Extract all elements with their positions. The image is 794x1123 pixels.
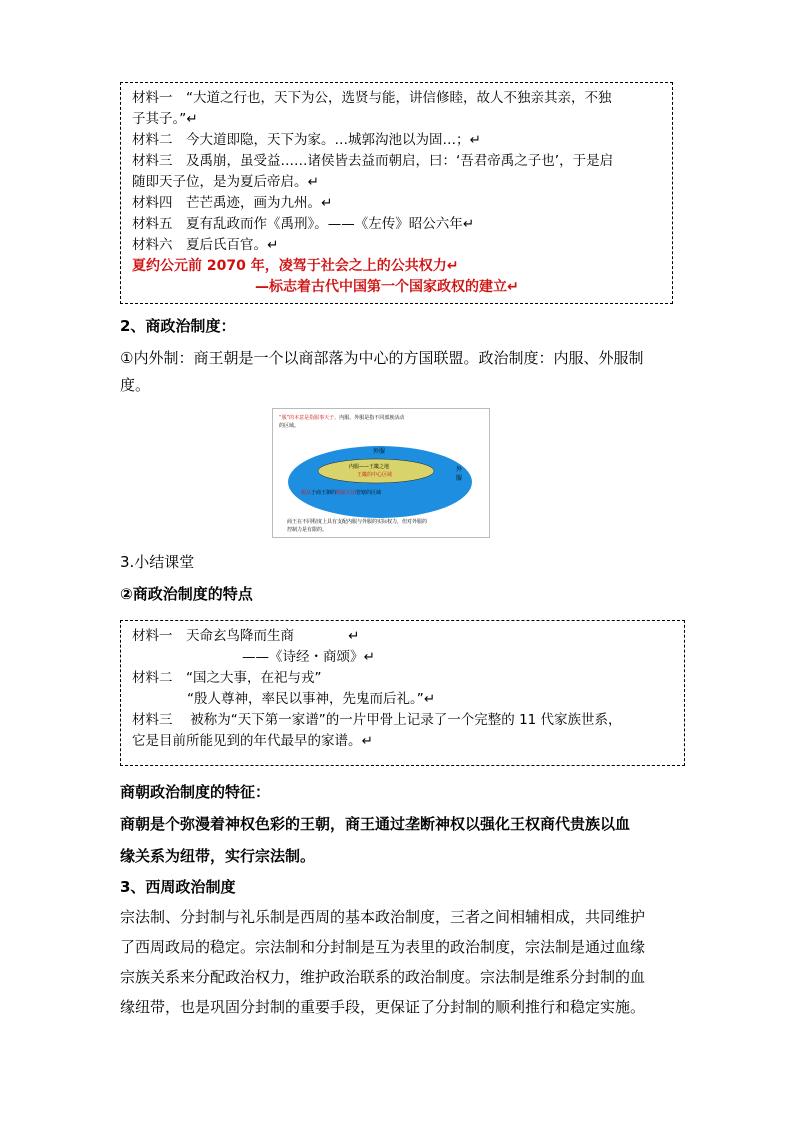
diagram-top-note: “服”的本意是指服事天子。内服、外服是指不同部族活动 — [279, 415, 405, 421]
zhou-paragraph-line-1: 宗法制、分封制与礼乐制是西周的基本政治制度，三者之间相辅相成，共同维护 — [120, 908, 646, 926]
xia-material-line-8: 材料六 夏后氏百官。↵ — [132, 237, 279, 253]
shang-feature-title: 商朝政治制度的特征： — [120, 783, 271, 801]
section-heading-zhou: 3、西周政治制度 — [120, 878, 236, 896]
features-heading: ②商政治制度的特点 — [120, 585, 253, 603]
neiwai-paragraph-line-1: ①内外制：商王朝是一个以商部落为中心的方国联盟。政治制度：内服、外服制 — [120, 349, 644, 367]
inner-label: 内服——王畿之地 — [349, 464, 390, 470]
outer-label: 外服 — [373, 448, 386, 455]
xia-material-line-7: 材料五 夏有乱政而作《禹刑》。——《左传》昭公六年↵ — [132, 216, 475, 232]
inner-red-label: 王畿的中心区域 — [357, 472, 393, 478]
zhou-paragraph-line-2: 了西周政局的稳定。宗法制和分封制是互为表里的政治制度，宗法制是通过血缘 — [120, 938, 646, 956]
neiwai-diagram — [272, 408, 490, 538]
belt-label: 服从于商王朝的附属方国管辖的区域 — [301, 490, 382, 496]
xia-material-line-1: 材料一 “大道之行也，天下为公，选贤与能，讲信修睦，故人不独亲其亲，不独 — [132, 90, 612, 106]
diagram-top-note-2: 的区域。 — [279, 423, 300, 429]
shang-feature-line-1: 商朝是个弥漫着神权色彩的王朝，商王通过垄断神权以强化王权商代贵族以血 — [120, 815, 631, 833]
shang-material-line-3: 材料二 “国之大事，在祀与戎” — [132, 670, 322, 686]
shang-material-line-4: “殷人尊神，率民以事神，先鬼而后礼。”↵ — [187, 691, 436, 707]
inner-ellipse — [318, 459, 434, 483]
xia-material-line-4: 材料三 及禹崩，虽受益……诸侯皆去益而朝启，曰：‘吾君帝禹之子也’，于是启 — [132, 153, 614, 169]
shang-feature-line-2: 缘关系为纽带，实行宗法制。 — [120, 847, 316, 865]
neiwai-paragraph-line-2: 度。 — [120, 376, 151, 394]
summary-heading: 3.小结课堂 — [120, 553, 195, 571]
xia-material-line-6: 材料四 芒芒禹迹，画为九州。↵ — [132, 195, 333, 211]
xia-conclusion-line-1: 夏约公元前 2070 年，凌驾于社会之上的公共权力↵ — [132, 258, 459, 274]
zhou-paragraph-line-3: 宗族关系来分配政治权力，维护政治联系的政治制度。宗法制是维系分封制的血 — [120, 968, 646, 986]
xia-material-line-5: 随即天子位，是为夏后帝启。↵ — [132, 174, 319, 190]
shang-material-line-2: ——《诗经・商颂》↵ — [242, 649, 375, 665]
shang-material-line-6: 它是目前所能见到的年代最早的家谱。↵ — [132, 733, 373, 749]
section-heading-shang: 2、商政治制度： — [120, 317, 236, 335]
xia-material-line-3: 材料二 今大道即隐，天下为家。…城郭沟池以为固…；↵ — [132, 132, 481, 148]
shang-material-line-5: 材料三 被称为“天下第一家谱”的一片甲骨上记录了一个完整的 11 代家族世系， — [132, 712, 622, 728]
diagram-bottom-note-1: 商王在不同程度上具有支配内服与外服的实际权力，但对外服的 — [287, 519, 428, 525]
diagram-bottom-note-2: 控制力是有限的。 — [287, 527, 328, 533]
shang-material-line-1: 材料一 天命玄鸟降而生商 ↵ — [132, 628, 360, 644]
outer-side-label-1: 外 — [456, 466, 463, 473]
xia-material-line-2: 子其子。”↵ — [132, 111, 198, 127]
outer-side-label-2: 服 — [456, 475, 463, 482]
xia-conclusion-line-2: —标志着古代中国第一个国家政权的建立↵ — [255, 279, 519, 295]
zhou-paragraph-line-4: 缘纽带，也是巩固分封制的重要手段，更保证了分封制的顺利推行和稳定实施。 — [120, 998, 646, 1016]
